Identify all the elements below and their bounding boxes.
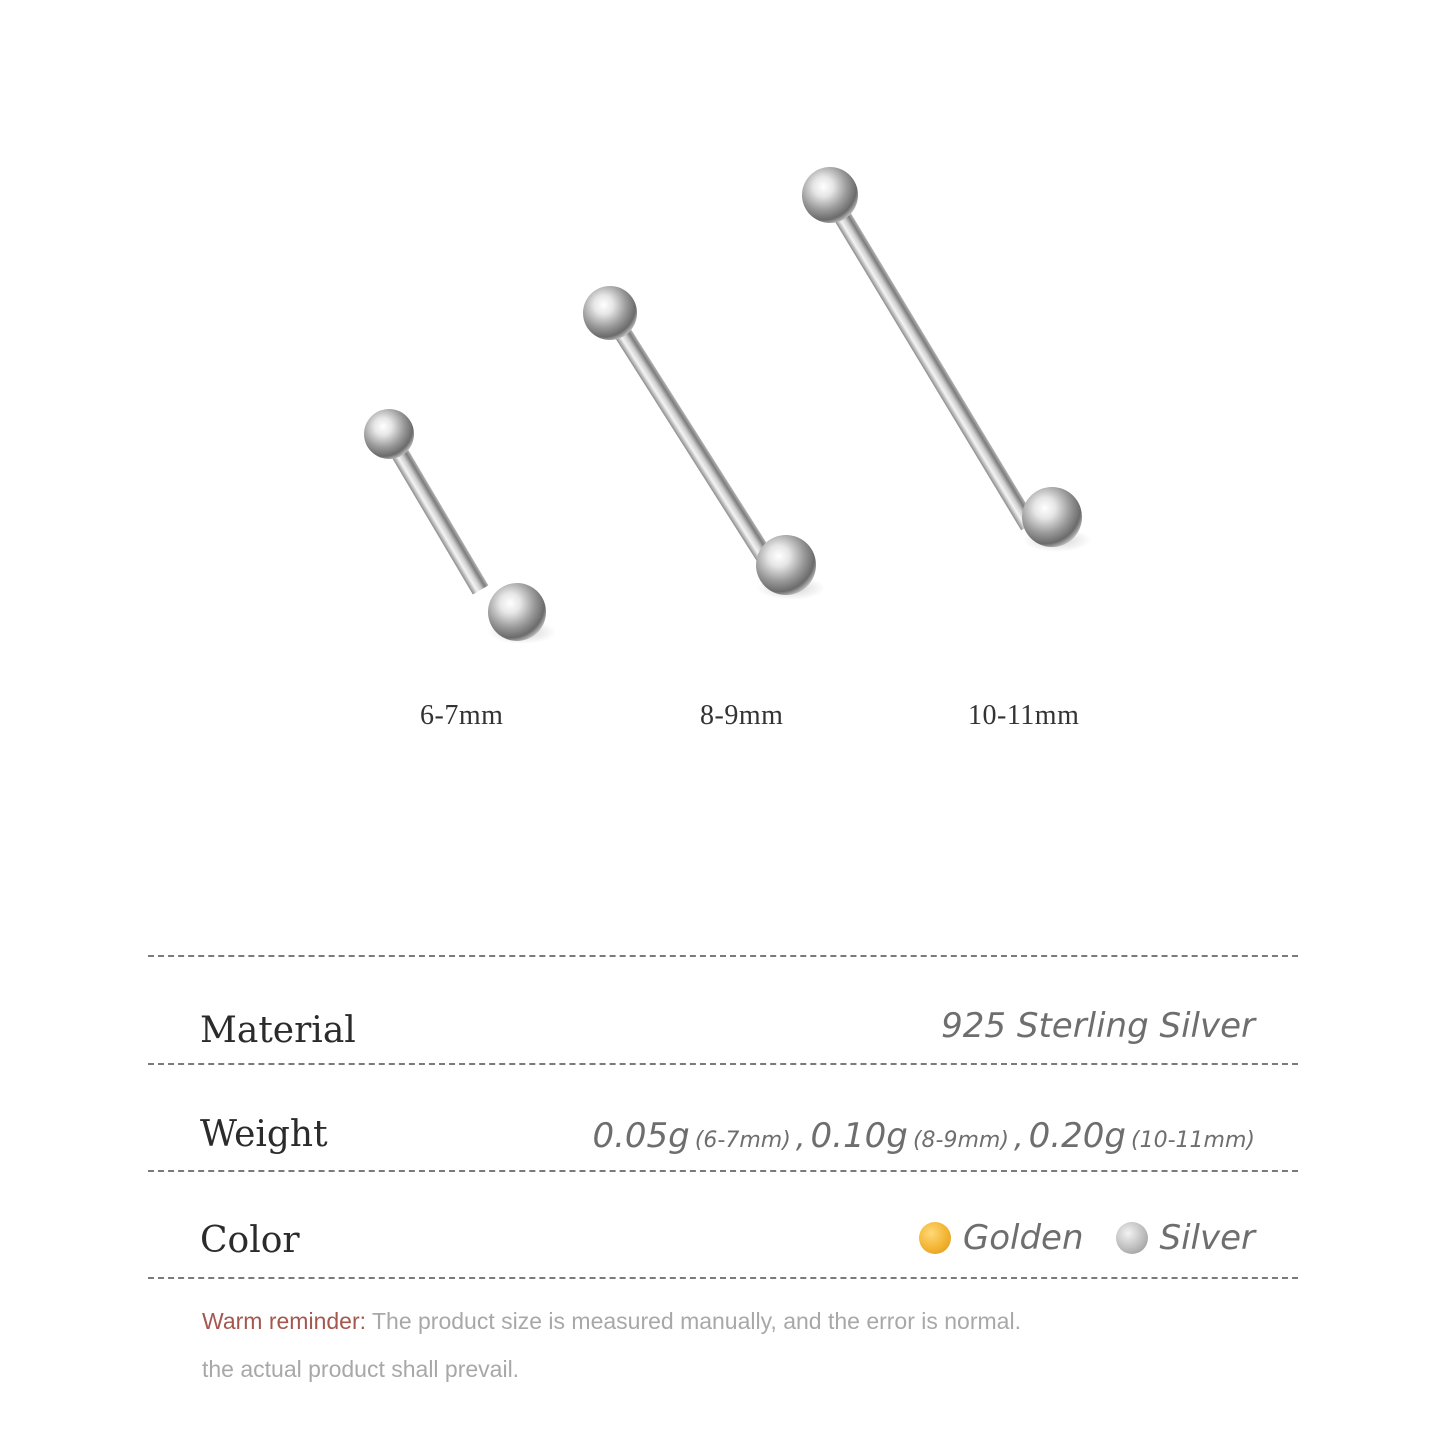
color-options	[919, 1218, 1255, 1258]
weight-separator: ,	[795, 1120, 806, 1155]
color-option-silver	[1116, 1218, 1256, 1258]
material-value: 925 Sterling Silver	[941, 1006, 1255, 1046]
size-label-medium: 8-9mm	[700, 700, 784, 731]
size-label-small: 6-7mm	[420, 700, 504, 731]
divider-weight	[148, 1170, 1298, 1172]
silver-swatch-icon	[1116, 1222, 1148, 1254]
size-label-large: 10-11mm	[968, 700, 1080, 731]
weight-medium-size: (8-9mm)	[912, 1128, 1009, 1153]
divider-top	[148, 955, 1298, 957]
weight-medium-value: 0.10g	[810, 1116, 908, 1156]
reminder-line-2: the actual product shall prevail.	[202, 1356, 520, 1382]
barbell-6-7mm	[364, 409, 556, 644]
color-option-golden-label: Golden	[962, 1218, 1084, 1258]
divider-color	[148, 1277, 1298, 1279]
reminder-line-1	[202, 1308, 1021, 1335]
weight-small-size: (6-7mm)	[694, 1128, 791, 1153]
material-label: Material	[200, 1010, 356, 1051]
weight-large-value: 0.20g	[1028, 1116, 1126, 1156]
color-option-silver-label: Silver	[1159, 1218, 1255, 1258]
color-label: Color	[200, 1220, 300, 1261]
barbell-8-9mm	[583, 286, 825, 600]
weight-value	[592, 1116, 1255, 1156]
divider-material	[148, 1063, 1298, 1065]
color-option-golden	[919, 1218, 1084, 1258]
weight-large-size: (10-11mm)	[1131, 1128, 1255, 1153]
weight-label: Weight	[200, 1114, 328, 1155]
weight-small-value: 0.05g	[592, 1116, 690, 1156]
weight-separator: ,	[1014, 1120, 1024, 1155]
reminder-title: Warm reminder:	[202, 1308, 366, 1334]
golden-swatch-icon	[919, 1222, 951, 1254]
reminder-text-1: The product size is measured manually, and the error is normal.	[371, 1308, 1021, 1334]
barbell-10-11mm	[802, 167, 1091, 552]
